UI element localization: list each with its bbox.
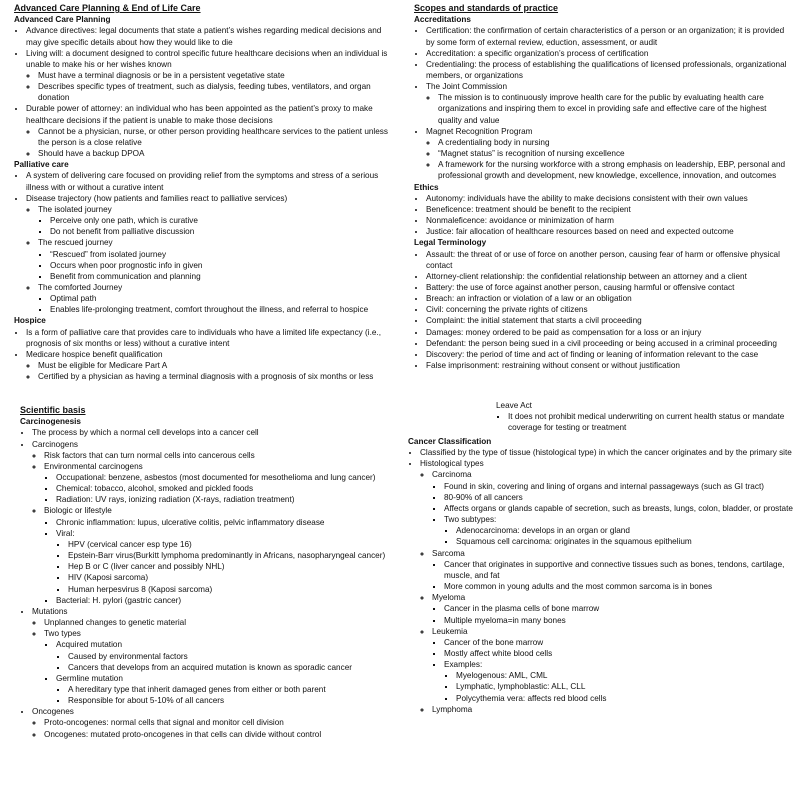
list-item — [44, 617, 392, 628]
list-item-text: The isolated journey — [38, 204, 112, 214]
section-heading: Ethics — [414, 182, 439, 192]
list-item — [426, 360, 790, 371]
list-item-text: Classified by the type of tissue (histological type) in which the cancer originates and by the primary site — [420, 448, 792, 458]
list-item-text: Unplanned changes to genetic material — [44, 618, 187, 628]
list-item — [26, 103, 390, 159]
list-item — [68, 651, 392, 662]
list-item-text: Medicare hospice benefit qualification — [26, 349, 163, 359]
list-item — [44, 505, 392, 605]
list-item — [426, 25, 790, 47]
list-item — [426, 304, 790, 315]
list-item — [32, 439, 392, 606]
list-item-text: Assault: the threat of or use of force on another person, causing fear of harm or offensive physical contact — [426, 249, 780, 270]
list-item — [426, 327, 790, 338]
list-item — [38, 371, 390, 382]
bullet-list — [44, 472, 392, 505]
list-item — [26, 170, 390, 192]
list-item-text: Must have a terminal diagnosis or be in a persistent vegetative state — [38, 71, 285, 81]
list-item — [438, 137, 790, 148]
list-item-text: Bacterial: H. pylori (gastric cancer) — [56, 595, 182, 605]
list-item-text: Risk factors that can turn normal cells into cancerous cells — [44, 450, 255, 460]
list-item-text: The comforted Journey — [38, 282, 123, 292]
list-item — [426, 226, 790, 237]
list-item-text: Advance directives: legal documents that state a patient’s wishes regarding medical decisions and may give specific details about how they would like to die — [26, 26, 382, 47]
list-item-text: Should have a backup DPOA — [38, 149, 145, 159]
panel-title: Advanced Care Planning & End of Life Care — [14, 3, 201, 13]
list-item-text: Leave Act — [496, 401, 532, 410]
list-item-text: Cancers that develops from an acquired mutation is known as sporadic cancer — [68, 662, 352, 672]
list-item-text: A credentialing body in nursing — [438, 137, 550, 147]
list-item — [44, 729, 392, 740]
list-item-text: Acquired mutation — [56, 640, 122, 650]
list-item-text: Certified by a physician as having a terminal diagnosis with a prognosis of six months or less — [38, 372, 374, 382]
list-item — [38, 81, 390, 103]
bullet-list — [26, 126, 390, 159]
list-item-text: Viral: — [56, 528, 75, 538]
bullet-list — [432, 481, 794, 548]
list-item-text: Perceive only one path, which is curative — [50, 216, 198, 226]
list-item-text: Histological types — [420, 459, 484, 469]
list-item — [426, 349, 790, 360]
list-item-text: Is a form of palliative care that provides care to individuals who have a limited life expectancy (i.e., prognosis of six months or less) without a curative intent — [26, 327, 381, 348]
list-item — [432, 592, 794, 625]
list-item-text: Discovery: the period of time and act of finding or leaning of information relevant to the case — [426, 349, 759, 359]
panel-cancer-classification — [408, 398, 794, 794]
list-item-text: Complaint: the initial statement that starts a civil proceeding — [426, 316, 642, 326]
list-item — [426, 293, 790, 304]
list-item-text: “Magnet status” is recognition of nursing excellence — [438, 149, 625, 159]
list-item-text: Cannot be a physician, nurse, or other person providing healthcare services to the patient unless the person is a close relative — [38, 126, 388, 147]
list-item-text: Enables life-prolonging treatment, comfort throughout the illness, and referral to hospice — [50, 305, 369, 315]
section-heading: Accreditations — [414, 15, 471, 25]
list-item-text: Squamous cell carcinoma: originates in the squamous epithelium — [456, 537, 692, 547]
list-item — [56, 472, 392, 483]
list-item — [38, 126, 390, 148]
list-item — [426, 204, 790, 215]
bullet-list — [44, 517, 392, 606]
list-item — [50, 249, 390, 260]
list-item-text: Durable power of attorney: an individual who has been appointed as the patient’s proxy to make healthcare decisions if the patient is unable to make those decisions — [26, 104, 373, 125]
list-item-text: Sarcoma — [432, 548, 465, 558]
list-item-text: Multiple myeloma=in many bones — [444, 615, 566, 625]
list-item-text: Two types — [44, 629, 81, 639]
list-item — [44, 461, 392, 506]
list-item-text: Found in skin, covering and lining of organs and internal passageways (such as GI tract) — [444, 481, 764, 491]
list-item — [444, 559, 794, 581]
bullet-list — [14, 327, 390, 383]
bullet-list — [32, 450, 392, 606]
list-item — [38, 282, 390, 315]
list-item — [456, 536, 794, 547]
list-item-text: Chronic inflammation: lupus, ulcerative colitis, pelvic inflammatory disease — [56, 517, 325, 527]
list-item — [68, 561, 392, 572]
list-item-text: Carcinogens — [32, 439, 78, 449]
list-item — [50, 271, 390, 282]
list-item-text: Chemical: tobacco, alcohol, smoked and pickled foods — [56, 484, 254, 494]
list-item — [426, 81, 790, 126]
list-item-text: Myelogenous: AML, CML — [456, 671, 548, 681]
section-heading: Legal Terminology — [414, 238, 487, 248]
list-item — [56, 483, 392, 494]
sections — [14, 14, 390, 382]
list-item-text: The mission is to continuously improve health care for the public by evaluating health care organizations and inspiring them to excel in providing safe and effective care of the highest quality and value — [438, 93, 767, 125]
list-item — [38, 148, 390, 159]
list-item — [432, 626, 794, 704]
list-item-text: The process by which a normal cell develops into a cancer cell — [32, 428, 259, 438]
list-item-text: More common in young adults and the most common sarcoma is in bones — [444, 582, 713, 592]
bullet-list — [432, 603, 794, 625]
bullet-list — [32, 617, 392, 706]
list-item-text: Biologic or lifestyle — [44, 506, 112, 516]
list-item-text: HPV (cervical cancer esp type 16) — [68, 539, 192, 549]
bullet-list — [32, 717, 392, 739]
sections — [414, 14, 790, 371]
list-item-text: Cancer of the bone marrow — [444, 637, 544, 647]
list-item — [50, 215, 390, 226]
list-item-text: Defendant: the person being sued in a civil proceeding or being accused in a criminal proceeding — [426, 338, 777, 348]
list-item — [426, 249, 790, 271]
bullet-list — [444, 670, 794, 703]
bullet-list — [38, 249, 390, 282]
list-item — [68, 539, 392, 550]
list-item-text: Myeloma — [432, 593, 466, 603]
list-item-text: A framework for the nursing workforce with a strong emphasis on leadership, EBP, personal and professional growth and development, new knowledge, excellence, innovation, and outcomes — [438, 160, 786, 181]
list-item-text: Two subtypes: — [444, 515, 497, 525]
list-item-text: Justice: fair allocation of healthcare resources based on need and expected outcome — [426, 227, 734, 237]
list-item-text: 80-90% of all cancers — [444, 492, 523, 502]
list-item — [50, 304, 390, 315]
list-item-text: Occurs when poor prognostic info in given — [50, 260, 203, 270]
list-item — [56, 595, 392, 606]
list-item-text: Polycythemia vera: affects red blood cells — [456, 693, 607, 703]
list-item-text: Living will: a document designed to control specific future healthcare decisions when an individual is unable to make his or her wishes known — [26, 48, 388, 69]
panel-end-of-life-care — [14, 2, 390, 394]
list-item-text: Adenocarcinoma: develops in an organ or gland — [456, 526, 630, 536]
list-item — [444, 481, 794, 492]
list-item — [456, 670, 794, 681]
list-item-text: Breach: an infraction or violation of a law or an obligation — [426, 294, 632, 304]
list-item-text: Describes specific types of treatment, such as dialysis, feeding tubes, ventilators, and organ donation — [38, 82, 371, 103]
list-item — [444, 637, 794, 648]
list-item-text: Cancer in the plasma cells of bone marrow — [444, 604, 600, 614]
section-heading: Palliative care — [14, 160, 69, 170]
list-item — [56, 494, 392, 505]
bullet-list — [14, 170, 390, 315]
list-item — [38, 360, 390, 371]
list-item — [68, 695, 392, 706]
list-item-text: HIV (Kaposi sarcoma) — [68, 573, 149, 583]
list-item — [444, 514, 794, 547]
bullet-list — [408, 447, 794, 715]
list-item-text: Must be eligible for Medicare Part A — [38, 361, 168, 371]
list-item — [50, 226, 390, 237]
bullet-list — [26, 70, 390, 103]
list-item-text: Do not benefit from palliative discussion — [50, 227, 195, 237]
list-item-text: Mostly affect white blood cells — [444, 648, 553, 658]
list-item-text: The rescued journey — [38, 238, 113, 248]
list-item-text: Disease trajectory (how patients and families react to palliative services) — [26, 193, 288, 203]
bullet-list — [432, 559, 794, 592]
continued-text — [408, 398, 794, 436]
bullet-list — [26, 360, 390, 382]
list-item — [432, 704, 794, 715]
list-item — [38, 70, 390, 81]
list-item-text: Human herpesvirus 8 (Kaposi sarcoma) — [68, 584, 213, 594]
list-item-text: Civil: concerning the private rights of citizens — [426, 305, 588, 315]
list-item — [44, 717, 392, 728]
list-item — [444, 659, 794, 704]
bullet-list — [38, 293, 390, 315]
list-item — [444, 615, 794, 626]
section-heading: Hospice — [14, 316, 46, 326]
list-item-text: Epstein-Barr virus(Burkitt lymphoma predominantly in Africans, nasopharyngeal cancer) — [68, 551, 386, 561]
list-item — [420, 447, 794, 458]
list-item-text: Magnet Recognition Program — [426, 126, 533, 136]
list-item — [438, 159, 790, 181]
list-item — [432, 469, 794, 547]
list-item-text: A hereditary type that inherit damaged genes from either or both parent — [68, 684, 326, 694]
list-item — [444, 603, 794, 614]
list-item — [32, 606, 392, 706]
list-item-text: “Rescued” from isolated journey — [50, 249, 167, 259]
list-item-text: The Joint Commission — [426, 82, 507, 92]
list-item-text: Battery: the use of force against another person, causing harmful or offensive contact — [426, 282, 735, 292]
list-item-text: Germline mutation — [56, 673, 123, 683]
panel-scopes-standards — [414, 2, 790, 406]
bullet-list — [420, 469, 794, 714]
list-item — [426, 48, 790, 59]
list-item — [426, 193, 790, 204]
list-item-text: Responsible for about 5-10% of all cancers — [68, 696, 225, 706]
list-item-text: False imprisonment: restraining without consent or without justification — [426, 361, 680, 371]
list-item-text: Certification: the confirmation of certain characteristics of a person or an organization; it is provided by some form of external review, eduction, assessment, or audit — [426, 26, 785, 47]
list-item-text: Mutations — [32, 606, 68, 616]
list-item — [56, 639, 392, 672]
list-item — [26, 349, 390, 382]
list-item — [426, 215, 790, 226]
list-item-text: Occupational: benzene, asbestos (most documented for mesothelioma and lung cancer) — [56, 473, 376, 483]
bullet-list — [56, 684, 392, 706]
list-item — [38, 237, 390, 282]
bullet-list — [26, 204, 390, 316]
list-item — [44, 628, 392, 706]
bullet-list — [432, 637, 794, 704]
bullet-list — [426, 92, 790, 125]
list-item — [426, 282, 790, 293]
list-item — [50, 260, 390, 271]
list-item-text: Autonomy: individuals have the ability to make decisions consistent with their own values — [426, 193, 748, 203]
section-heading: Cancer Classification — [408, 437, 492, 446]
list-item — [456, 525, 794, 536]
list-item — [438, 148, 790, 159]
panel-title: Scopes and standards of practice — [414, 3, 559, 13]
bullet-list — [414, 25, 790, 181]
list-item-text: Hep B or C (liver cancer and possibly NHL) — [68, 562, 225, 572]
list-item — [496, 400, 794, 433]
list-item — [426, 59, 790, 81]
list-item-text: Credentialing: the process of establishing the qualifications of licensed professionals, organizational members, or organizations — [426, 59, 787, 81]
list-item — [68, 550, 392, 561]
list-item-text: Examples: — [444, 660, 483, 670]
list-item — [32, 427, 392, 438]
list-item-text: Oncogenes — [32, 707, 74, 717]
bullet-list — [444, 525, 794, 547]
list-item — [444, 581, 794, 592]
list-item — [438, 92, 790, 125]
bullet-list — [14, 25, 390, 159]
list-item — [420, 458, 794, 715]
list-item-text: Carcinoma — [432, 470, 472, 480]
list-item — [68, 684, 392, 695]
bullet-list — [20, 427, 392, 739]
list-item-text: Damages: money ordered to be paid as compensation for a loss or an injury — [426, 327, 702, 337]
list-item — [26, 193, 390, 316]
bullet-list — [414, 193, 790, 238]
list-item — [426, 338, 790, 349]
list-item — [456, 681, 794, 692]
list-item — [508, 411, 794, 433]
list-item-text: It does not prohibit medical underwriting on current health status or mandate coverage for testing or treatment — [508, 412, 785, 433]
list-item-text: Affects organs or glands capable of secretion, such as breasts, lungs, colon, bladder, or prostate — [444, 503, 793, 513]
list-item-text: Optimal path — [50, 294, 97, 304]
bullet-list — [426, 137, 790, 182]
list-item-text: A system of delivering care focused on providing relief from the symptoms and stress of a serious illness with or without a curative intent — [26, 171, 379, 192]
list-item — [56, 673, 392, 706]
list-item-text: Environmental carcinogens — [44, 461, 143, 471]
bullet-list — [496, 411, 794, 433]
list-item-text: Accreditation: a specific organization’s process of certification — [426, 48, 649, 58]
list-item — [56, 517, 392, 528]
bullet-list — [414, 249, 790, 372]
list-item — [426, 126, 790, 182]
panel-title: Scientific basis — [20, 405, 86, 415]
list-item-text: Leukemia — [432, 626, 468, 636]
list-item — [444, 503, 794, 514]
sections — [20, 416, 392, 740]
list-item-text: Lymphoma — [432, 704, 473, 714]
bullet-list — [44, 639, 392, 706]
list-item — [38, 204, 390, 237]
list-item — [456, 693, 794, 704]
panel-scientific-basis — [20, 404, 392, 794]
list-item — [432, 548, 794, 593]
list-item — [32, 706, 392, 739]
list-item-text: Caused by environmental factors — [68, 651, 188, 661]
bullet-list — [56, 651, 392, 673]
list-item-text: Radiation: UV rays, ionizing radiation (X-rays, radiation treatment) — [56, 495, 295, 505]
top-items — [408, 398, 794, 433]
list-item — [26, 327, 390, 349]
list-item — [68, 662, 392, 673]
list-item-text: Proto-oncogenes: normal cells that signal and monitor cell division — [44, 718, 284, 728]
bullet-list — [38, 215, 390, 237]
list-item — [444, 492, 794, 503]
list-item-text: Nonmaleficence: avoidance or minimization of harm — [426, 216, 614, 226]
section-heading: Carcinogenesis — [20, 417, 81, 427]
bullet-list — [56, 539, 392, 595]
list-item-text: Lymphatic, lymphoblastic: ALL, CLL — [456, 682, 586, 692]
list-item — [50, 293, 390, 304]
sections — [408, 436, 794, 715]
list-item — [26, 48, 390, 104]
section-heading: Advanced Care Planning — [14, 15, 111, 25]
list-item-text: Oncogenes: mutated proto-oncogenes in that cells can divide without control — [44, 729, 322, 739]
list-item-text: Attorney-client relationship: the confidential relationship between an attorney and a client — [426, 271, 747, 281]
bullet-list — [408, 398, 794, 433]
list-item — [426, 315, 790, 326]
list-item-text: Beneficence: treatment should be benefit to the recipient — [426, 204, 631, 214]
list-item — [26, 25, 390, 47]
list-item — [444, 648, 794, 659]
list-item — [68, 584, 392, 595]
list-item — [426, 271, 790, 282]
list-item — [44, 450, 392, 461]
list-item — [56, 528, 392, 595]
list-item-text: Cancer that originates in supportive and connective tissues such as bones, tendons, cartilage, muscle, and fat — [444, 559, 785, 580]
list-item-text: Benefit from communication and planning — [50, 271, 201, 281]
list-item — [68, 572, 392, 583]
